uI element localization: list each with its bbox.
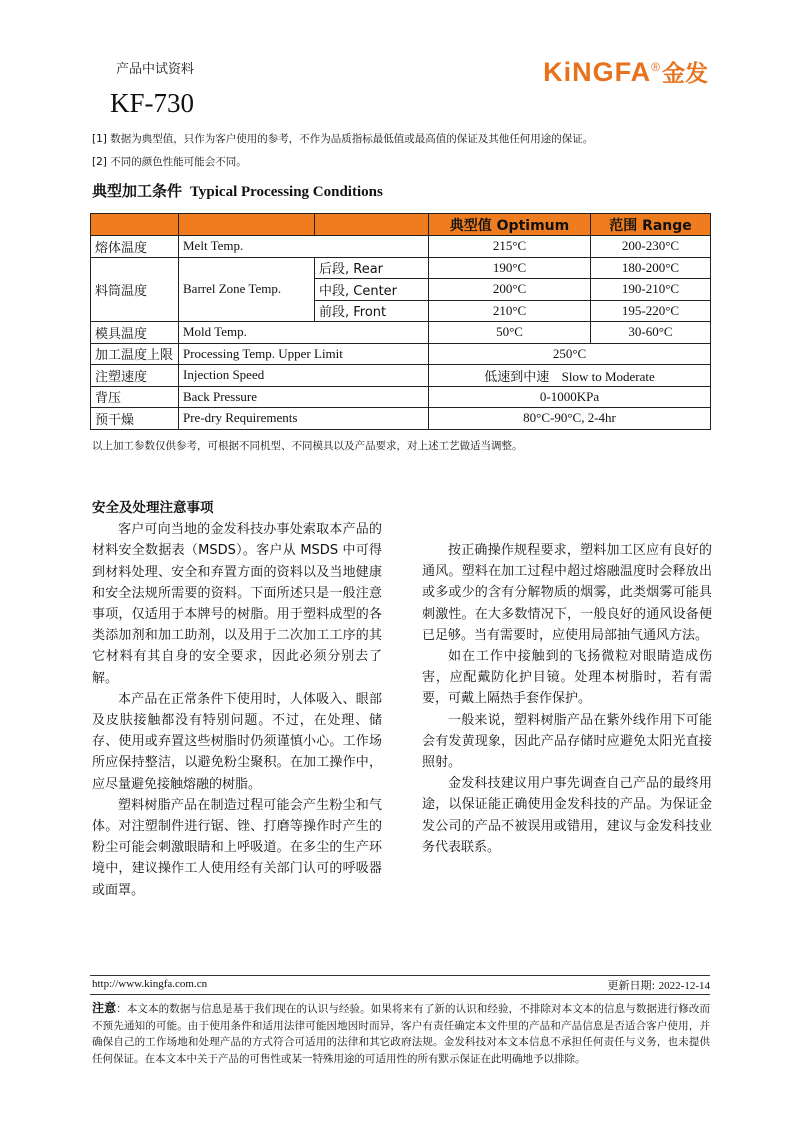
note-1: [1] 数据为典型值，只作为客户使用的参考，不作为品质指标最低值或最高值的保证及其他任何用途的保证。 bbox=[92, 133, 594, 145]
product-model: KF-730 bbox=[110, 88, 195, 118]
row-label-en: Barrel Zone Temp. bbox=[179, 257, 315, 322]
merged-value bbox=[429, 365, 711, 387]
header-blank-cell bbox=[91, 214, 179, 236]
update-date-label: 更新日期: bbox=[607, 979, 656, 992]
merged-value: 80°C-90°C, 2-4hr bbox=[429, 408, 711, 430]
value-en: Slow to Moderate bbox=[561, 368, 655, 384]
header-blank-cell bbox=[315, 214, 429, 236]
header-range: 范围 Range bbox=[591, 214, 711, 236]
disclaimer-label: 注意 bbox=[92, 1001, 117, 1015]
safety-paragraph: 塑料树脂产品在制造过程可能会产生粉尘和气体。对注塑制件进行锯、锉、打磨等操作时产生的粉尘可能会刺激眼睛和上呼吸道。在多尘的生产环境中，建议操作工人使用经有关部门认可的呼吸器或面罩。 bbox=[92, 797, 382, 898]
row-label-en: Melt Temp. bbox=[179, 236, 429, 258]
safety-paragraph: 一般来说，塑料树脂产品在紫外线作用下可能会有发黄现象，因此产品存储时应避免太阳光直接照射。 bbox=[422, 712, 712, 771]
disclaimer-text: ：本文本的数据与信息是基于我们现在的认识与经验。如果将来有了新的认识和经验，不排除对本文本的信息与数据进行修改而不预先通知的可能。由于使用条件和适用法律可能因地因时而异，客户有责任确定本文件里的产品和产品信息是否适合客户使用，并确保自己的工作场地和处理产品的方式符合可适用的法律和其它政府法规。金发科技对本文本信息不承担任何责任与义务，也未提供任何保证。在本文本中关于产品的可售性或某一特殊用途的可适用性的所有默示保证在此明确地予以排除。 bbox=[92, 1003, 710, 1065]
row-label-en: Back Pressure bbox=[179, 386, 429, 408]
website-url[interactable]: http://www.kingfa.com.cn bbox=[92, 978, 208, 990]
range-value: 180-200°C bbox=[591, 257, 711, 279]
optimum-value: 215°C bbox=[429, 236, 591, 258]
merged-value: 0-1000KPa bbox=[429, 386, 711, 408]
table-row bbox=[91, 343, 711, 365]
document-type: 产品中试资料 bbox=[116, 62, 195, 77]
safety-paragraph: 客户可向当地的金发科技办事处索取本产品的材料安全数据表（MSDS）。客户从 MSDS 中可得到材料处理、安全和弃置方面的资料以及当地健康和安全法规所需要的资料。下面所述只是一般注意事项，仅适用于本牌号的树脂。用于塑料成型的各类添加剂和加工助剂，以及用于二次加工工序的其它材料有其自身的安全要求，因此必须分别去了解。 bbox=[92, 522, 382, 686]
logo-chinese-text: 金发 bbox=[662, 61, 708, 87]
range-value: 200-230°C bbox=[591, 236, 711, 258]
table-row bbox=[91, 236, 711, 258]
row-label-en: Injection Speed bbox=[179, 365, 429, 387]
row-label-en: Processing Temp. Upper Limit bbox=[179, 343, 429, 365]
zone-label: 中段, Center bbox=[315, 279, 429, 301]
table-footnote: 以上加工参数仅供参考，可根据不同机型、不同模具以及产品要求，对上述工艺做适当调整。 bbox=[92, 440, 523, 452]
zone-label: 前段, Front bbox=[315, 300, 429, 322]
registered-mark: ® bbox=[651, 60, 660, 74]
row-label-cn: 背压 bbox=[91, 386, 179, 408]
value-cn: 低速到中速 bbox=[484, 369, 550, 385]
notes bbox=[92, 128, 593, 174]
range-value: 190-210°C bbox=[591, 279, 711, 301]
safety-paragraph: 按正确操作规程要求，塑料加工区应有良好的通风。塑料在加工过程中超过熔融温度时会释放出或多或少的含有分解物质的烟雾，此类烟雾可能具刺激性。在大多数情况下，一般良好的通风设备便已足够。当有需要时，应使用局部抽气通风方法。 bbox=[422, 543, 712, 643]
footer-divider bbox=[90, 975, 710, 976]
safety-paragraph: 金发科技建议用户事先调查自己产品的最终用途，以保证能正确使用金发科技的产品。为保证金发公司的产品不被误用或错用，建议与金发科技业务代表联系。 bbox=[422, 776, 712, 855]
row-label-cn: 预干燥 bbox=[91, 408, 179, 430]
table-row bbox=[91, 322, 711, 344]
table-row bbox=[91, 365, 711, 387]
row-label-cn: 注塑速度 bbox=[91, 365, 179, 387]
row-label-cn: 加工温度上限 bbox=[91, 343, 179, 365]
update-date bbox=[607, 977, 710, 993]
table-row bbox=[91, 408, 711, 430]
optimum-value: 190°C bbox=[429, 257, 591, 279]
row-label-cn: 模具温度 bbox=[91, 322, 179, 344]
note-2: [2] 不同的颜色性能可能会不同。 bbox=[92, 156, 247, 168]
footer-divider bbox=[90, 994, 710, 995]
optimum-value: 50°C bbox=[429, 322, 591, 344]
range-value: 30-60°C bbox=[591, 322, 711, 344]
optimum-value: 200°C bbox=[429, 279, 591, 301]
disclaimer bbox=[92, 1000, 710, 1067]
table-row bbox=[91, 386, 711, 408]
row-label-en: Pre-dry Requirements bbox=[179, 408, 429, 430]
section-title bbox=[92, 180, 383, 201]
update-date-value: 2022-12-14 bbox=[658, 980, 710, 992]
safety-paragraph: 如在工作中接触到的飞扬微粒对眼睛造成伤害，应配戴防化护目镜。处理本树脂时，若有需要，可戴上隔热手套作保护。 bbox=[422, 649, 712, 707]
range-value: 195-220°C bbox=[591, 300, 711, 322]
table-row bbox=[91, 257, 711, 279]
merged-value: 250°C bbox=[429, 343, 711, 365]
row-label-en: Mold Temp. bbox=[179, 322, 429, 344]
logo-latin-text: KiNGFA bbox=[543, 57, 652, 87]
header-optimum: 典型值 Optimum bbox=[429, 214, 591, 236]
processing-conditions-table bbox=[90, 213, 711, 430]
section-title-en: Typical Processing Conditions bbox=[190, 184, 383, 200]
safety-title: 安全及处理注意事项 bbox=[92, 500, 214, 516]
safety-right-column bbox=[422, 540, 712, 858]
header-blank-cell bbox=[179, 214, 315, 236]
kingfa-logo bbox=[543, 54, 708, 86]
optimum-value: 210°C bbox=[429, 300, 591, 322]
safety-left-column bbox=[92, 498, 382, 901]
safety-paragraph: 本产品在正常条件下使用时，人体吸入、眼部及皮肤接触都没有特别问题。不过，在处理、储存、使用或弃置这些树脂时仍须谨慎小心。工作场所应保持整洁，以避免粉尘聚积。在加工操作中，应尽量避免接触熔融的树脂。 bbox=[92, 691, 382, 792]
row-label-cn: 熔体温度 bbox=[91, 236, 179, 258]
zone-label: 后段, Rear bbox=[315, 257, 429, 279]
section-title-cn: 典型加工条件 bbox=[92, 182, 183, 200]
row-label-cn: 料筒温度 bbox=[91, 257, 179, 322]
table-header-row bbox=[91, 214, 711, 236]
